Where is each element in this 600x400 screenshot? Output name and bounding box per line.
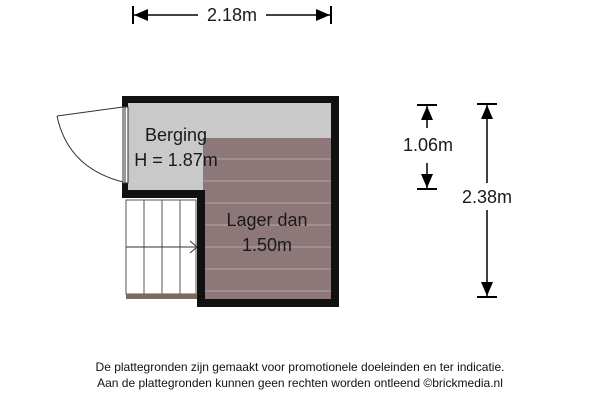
- right-short-dimension: [403, 105, 453, 189]
- stair-base: [126, 294, 198, 299]
- wall-top: [122, 96, 339, 103]
- wall-inner-horizontal: [122, 190, 205, 198]
- arrow-down-icon: [421, 174, 433, 188]
- arrow-up-icon: [481, 105, 493, 119]
- room-name-berging: Berging: [144, 125, 208, 145]
- right-total-dimension: [462, 104, 512, 297]
- wall-bottom: [197, 299, 339, 307]
- arrow-up-icon: [421, 106, 433, 120]
- wall-left-bottom: [122, 183, 128, 198]
- door-swing-edge: [57, 107, 123, 116]
- disclaimer-line-2: Aan de plattegronden kunnen geen rechten worden ontleend ©brickmedia.nl: [97, 376, 503, 390]
- door: [57, 107, 128, 183]
- disclaimer-line-1: De plattegronden zijn gemaakt voor promotionele doeleinden en ter indicatie.: [95, 360, 505, 374]
- staircase: [126, 200, 198, 299]
- wall-left-top: [122, 96, 128, 107]
- wall-right: [331, 96, 339, 307]
- arrow-right-icon: [316, 9, 330, 21]
- room-label-low-line1: Lager dan: [226, 210, 308, 230]
- dimension-top-width: 2.18m: [206, 5, 258, 25]
- wall-inner-vertical: [197, 190, 205, 307]
- room-label-low-line2: 1.50m: [241, 235, 293, 255]
- top-dimension: [133, 5, 331, 25]
- room-height-berging: H = 1.87m: [134, 150, 218, 170]
- arrow-down-icon: [481, 282, 493, 296]
- dimension-right-short: 1.06m: [402, 135, 454, 155]
- dimension-right-total: 2.38m: [461, 187, 513, 207]
- door-swing-arc: [57, 116, 123, 182]
- arrow-left-icon: [134, 9, 148, 21]
